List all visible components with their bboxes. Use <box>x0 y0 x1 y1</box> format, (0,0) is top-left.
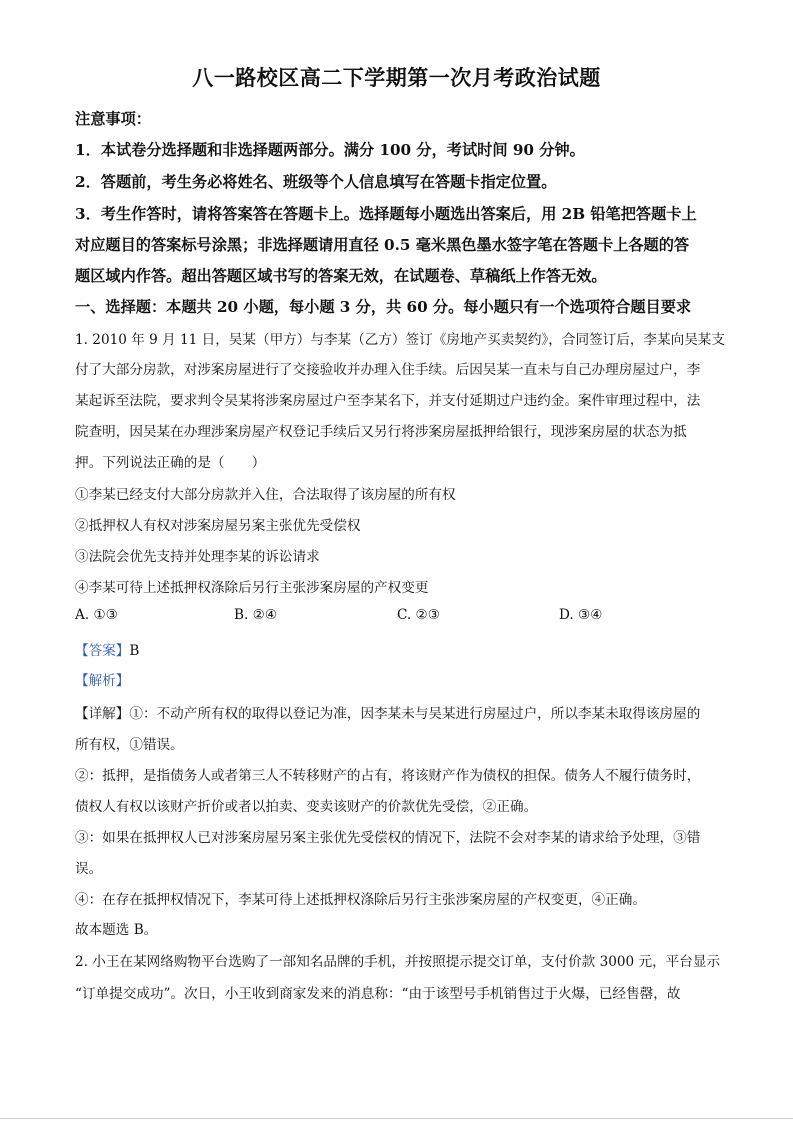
detail-2-line-1: ②：抵押，是指债务人或者第三人不转移财产的占有，将该财产作为债权的担保。债务人不履行债务时， <box>75 768 701 784</box>
q1-statement-3: ③法院会优先支持并处理李某的诉讼请求 <box>75 549 320 565</box>
q2-stem-line-2: “订单提交成功”。次日，小王收到商家发来的消息称：“由于该型号手机销售过于火爆，已经售罄，故 <box>75 986 681 1002</box>
page-bottom-rule <box>0 1118 793 1119</box>
q2-stem-line-1: 2. 小王在某网络购物平台选购了一部知名品牌的手机，并按照提示提交订单，支付价款 3000 元，平台显示 <box>75 954 721 970</box>
analysis-label: 【解析】 <box>75 673 130 689</box>
q1-statement-4: ④李某可待上述抵押权涤除后另行主张涉案房屋的产权变更 <box>75 580 429 596</box>
notice-item-1: 1．本试卷分选择题和非选择题两部分。满分 100 分，考试时间 90 分钟。 <box>75 141 585 159</box>
notice-heading: 注意事项： <box>75 110 151 128</box>
q1-stem-line-1: 1. 2010 年 9 月 11 日，吴某（甲方）与李某（乙方）签订《房地产买卖契约》，合同签订后，李某向吴某支 <box>75 332 725 348</box>
answer-value: B <box>129 643 140 659</box>
detail-3-line-1: ③：如果在抵押权人已对涉案房屋另案主张优先受偿权的情况下，法院不会对李某的请求给予处理，③错 <box>75 830 701 846</box>
q1-statement-1: ①李某已经支付大部分房款并入住，合法取得了该房屋的所有权 <box>75 487 456 503</box>
q1-stem-line-4: 院查明，因吴某在办理涉案房屋产权登记手续后又另行将涉案房屋抵押给银行，现涉案房屋的状态为抵 <box>75 424 687 440</box>
q1-option-c: C. ②③ <box>397 607 440 623</box>
detail-1-line-1 <box>75 702 735 722</box>
q1-stem-line-5: 押。下列说法正确的是（ ） <box>75 455 266 471</box>
detail-4: ④：在存在抵押权情况下，李某可待上述抵押权涤除后另行主张涉案房屋的产权变更，④正确。 <box>75 892 646 908</box>
detail-3-line-2: 误。 <box>75 861 103 877</box>
answer-label: 【答案】 <box>75 643 130 659</box>
q1-option-d: D. ③④ <box>559 607 603 623</box>
notice-item-3-line-2: 对应题目的答案标号涂黑；非选择题请用直径 0.5 毫米黑色墨水签字笔在答题卡上各题的答 <box>75 236 690 254</box>
detail-1-line-2: 所有权，①错误。 <box>75 737 184 753</box>
page-title: 八一路校区高二下学期第一次月考政治试题 <box>192 65 601 90</box>
q1-option-a: A. ①③ <box>75 607 118 623</box>
detail-2-line-2: 债权人有权以该财产折价或者以拍卖、变卖该财产的价款优先受偿，②正确。 <box>75 799 538 815</box>
q1-statement-2: ②抵押权人有权对涉案房屋另案主张优先受偿权 <box>75 518 361 534</box>
detail-1-text: ①：不动产所有权的取得以登记为准，因李某未与吴某进行房屋过户，所以李某未取得该房屋的 <box>129 706 701 722</box>
notice-item-3-line-3: 题区域内作答。超出答题区域书写的答案无效，在试题卷、草稿纸上作答无效。 <box>75 267 607 285</box>
answer-line <box>75 639 735 659</box>
q1-conclusion: 故本题选 B。 <box>75 922 158 938</box>
notice-item-3-line-1: 3．考生作答时，请将答案答在答题卡上。选择题每小题选出答案后，用 2B 铅笔把答题卡上 <box>75 205 697 223</box>
q1-option-b: B. ②④ <box>234 607 278 623</box>
q1-stem-line-2: 付了大部分房款，对涉案房屋进行了交接验收并办理入住手续。后因吴某一直未与自己办理房屋过户，李 <box>75 362 701 378</box>
notice-item-2: 2．答题前，考生务必将姓名、班级等个人信息填写在答题卡指定位置。 <box>75 173 557 191</box>
detail-label: 【详解】 <box>75 706 130 722</box>
q1-stem-line-3: 某起诉至法院，要求判令吴某将涉案房屋过户至李某名下，并支付延期过户违约金。案件审理过程中，法 <box>75 393 701 409</box>
section-heading: 一、选择题：本题共 20 小题，每小题 3 分，共 60 分。每小题只有一个选项符合题目要求 <box>75 298 692 316</box>
